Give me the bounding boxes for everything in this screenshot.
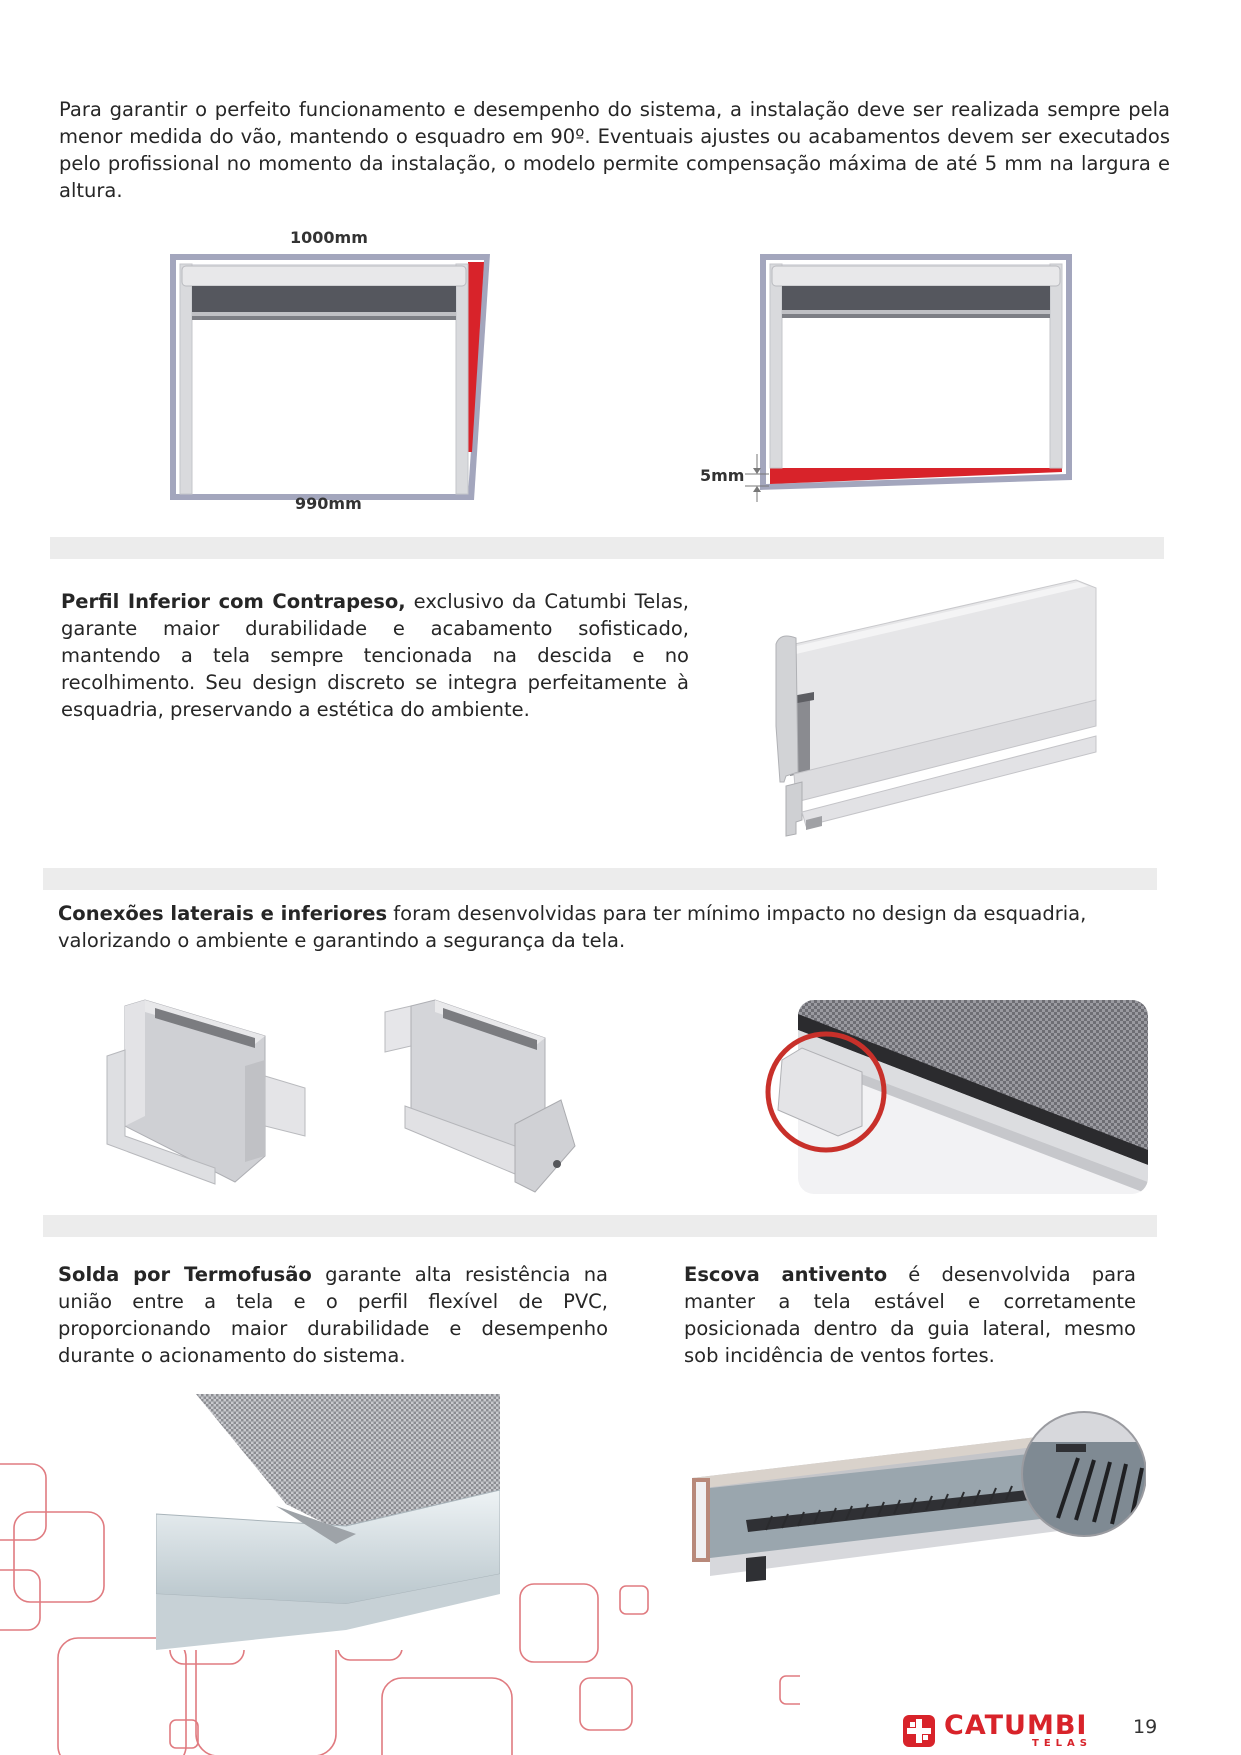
top-width-label: 1000mm xyxy=(290,228,368,247)
perfil-title: Perfil Inferior com Contrapeso, xyxy=(61,590,406,613)
perfil-text: exclusivo da Catumbi Telas, garante maior durabilidade e acabamento sofisticado, mantendo a tela sempre tencionada na descida e no recolhimento. Seu design discreto se integra perfeitamente à esquadria, preservando a estética do ambiente. xyxy=(61,590,689,721)
solda-text: garante alta resistência na união entre a tela e o perfil flexível de PVC, proporcionando maior durabilidade e desempenho durante o acionamento do sistema. xyxy=(58,1263,609,1367)
section-divider xyxy=(50,537,1164,559)
perfil-paragraph xyxy=(61,588,689,723)
connector-context-image xyxy=(742,1000,1148,1200)
brand-logo xyxy=(902,1710,1112,1749)
height-offset-label: 5mm xyxy=(700,466,745,485)
conexoes-paragraph xyxy=(58,900,1168,954)
conexoes-text: foram desenvolvidas para ter mínimo impacto no design da esquadria, valorizando o ambiente e garantindo a segurança da tela. xyxy=(58,902,1087,952)
bottom-width-label: 990mm xyxy=(295,494,362,513)
brand-cross-icon xyxy=(902,1714,936,1748)
perfil-profile-image xyxy=(766,576,1106,842)
intro-text: Para garantir o perfeito funcionamento e desempenho do sistema, a instalação deve ser realizada sempre pela menor medida do vão, mantendo o esquadro em 90º. Eventuais ajustes ou acabamentos devem ser executados pelo profissional no momento da instalação, o modelo permite compensação máxima de até 5 mm na largura e altura. xyxy=(59,98,1170,202)
solda-paragraph xyxy=(58,1261,608,1369)
page-number: 19 xyxy=(1133,1716,1158,1738)
brand-name: CATUMBI xyxy=(944,1710,1088,1741)
section-divider xyxy=(43,868,1157,890)
escova-title: Escova antivento xyxy=(684,1263,888,1286)
conexoes-title: Conexões laterais e inferiores xyxy=(58,902,388,925)
escova-paragraph xyxy=(684,1261,1136,1369)
offset-arrows xyxy=(745,452,775,504)
escova-image xyxy=(686,1408,1146,1608)
intro-paragraph xyxy=(59,96,1170,204)
side-connector-image xyxy=(85,996,315,1196)
bottom-connector-image xyxy=(375,996,595,1206)
brand-subtitle: TELAS xyxy=(1032,1738,1092,1749)
escova-text: é desenvolvida para manter a tela estável e corretamente posicionada dentro da guia lateral, mesmo sob incidência de ventos fortes. xyxy=(684,1263,1136,1367)
width-compensation-diagram xyxy=(168,252,498,502)
solda-image xyxy=(156,1394,500,1650)
section-divider xyxy=(43,1215,1157,1237)
height-compensation-diagram xyxy=(756,252,1076,496)
solda-title: Solda por Termofusão xyxy=(58,1263,312,1286)
